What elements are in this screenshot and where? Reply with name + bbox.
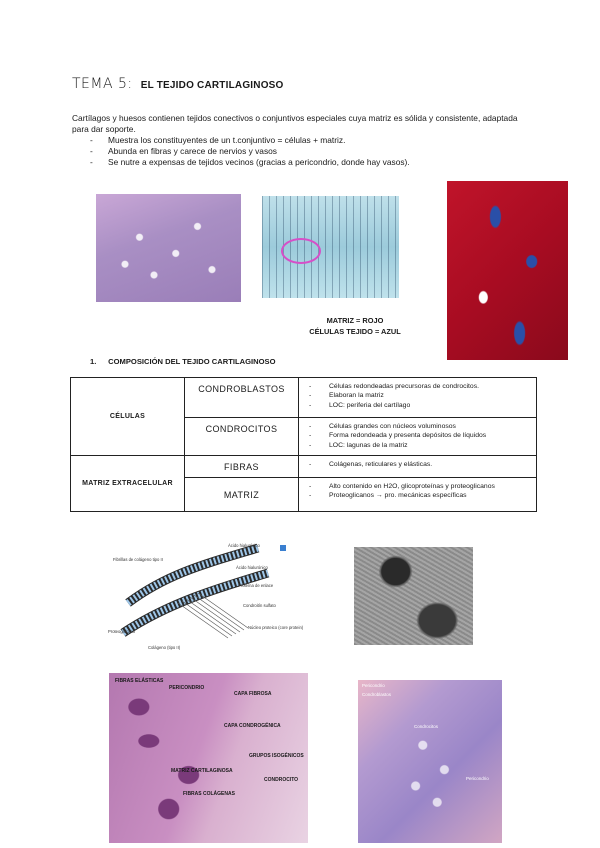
label-hyaluronic-mid: Ácido hialurónico: [236, 565, 268, 570]
title-text: EL TEJIDO CARTILAGINOSO: [140, 80, 284, 91]
label-elastic-fibers: FIBRAS ELÁSTICAS: [115, 678, 164, 684]
label-fibrous-layer: CAPA FIBROSA: [234, 691, 272, 697]
desc-item: - Proteoglicanos → pro. mecánicas específicas: [299, 491, 532, 500]
section-title: COMPOSICIÓN DEL TEJIDO CARTILAGINOSO: [108, 357, 276, 366]
label-condroblastos: Condroblastos: [362, 692, 392, 697]
label-chondroitin: Condroitín sulfato: [243, 603, 276, 608]
fibras-desc: [299, 456, 537, 478]
label-pericondrio-bottom: Pericondrio: [466, 776, 489, 781]
desc-item: - Colágenas, reticulares y elásticas.: [299, 460, 532, 469]
condrocitos-desc: [299, 418, 537, 456]
label-chondrocyte: CONDROCITO: [264, 777, 299, 783]
legend-matrix: MATRIZ = ROJO: [326, 316, 384, 325]
intro-bullets: [90, 135, 550, 169]
desc-item: - Células grandes con núcleos voluminosos: [299, 422, 532, 431]
intro-paragraph: Cartílagos y huesos contienen tejidos conectivos o conjuntivos especiales cuya matriz es sólida y consistente, adaptada para dar soporte.: [72, 113, 518, 135]
desc-item: - Alto contenido en H2O, glicoproteínas y proteoglicanos: [299, 482, 532, 491]
label-proteoglycan: Proteoglucano: [108, 629, 136, 634]
label-core-protein: Núcleo proteico (core protein): [248, 625, 304, 630]
condroblastos-name: CONDROBLASTOS: [185, 378, 299, 418]
fibras-name: FIBRAS: [185, 456, 299, 478]
page-title: [72, 76, 284, 92]
condroblastos-desc: [299, 378, 537, 418]
hyaline-cartilage-stain: [358, 680, 502, 843]
label-pericondrio: PERICONDRIO: [169, 685, 205, 691]
section-heading: [90, 357, 275, 366]
label-collagen-fibers: FIBRAS COLÁGENAS: [183, 791, 235, 797]
condrocitos-name: CONDROCITOS: [185, 418, 299, 456]
section-number: 1.: [90, 357, 97, 366]
highlight-circle: [281, 238, 321, 264]
desc-item: - Forma redondeada y presenta depósitos de líquidos: [299, 431, 532, 440]
cells-category: CÉLULAS: [71, 378, 185, 456]
desc-item: - Elaboran la matriz: [299, 391, 532, 400]
label-hyaluronic-top: Ácido hialurónico: [228, 543, 260, 548]
matrix-category: MATRIZ EXTRACELULAR: [71, 456, 185, 512]
elastic-cartilage-micrograph: [109, 673, 308, 843]
label-chondrogenic-layer: CAPA CONDROGÉNICA: [224, 723, 281, 729]
legend-cells: CÉLULAS TEJIDO = AZUL: [309, 327, 401, 336]
label-isogenic-groups: GRUPOS ISOGÉNICOS: [249, 753, 304, 759]
composition-table: [70, 377, 537, 512]
label-condrocitos: Condrocitos: [414, 724, 439, 729]
label-cartilaginous-matrix: MATRIZ CARTILAGINOSA: [171, 768, 233, 774]
hyaline-cartilage-micrograph: [96, 194, 241, 302]
electron-micrograph: [354, 547, 473, 645]
label-pericondrio-top: Pericondrio: [362, 683, 385, 688]
desc-item: - LOC: periferia del cartílago: [299, 401, 532, 410]
bullet-item: - Muestra los constituyentes de un t.conjuntivo = células + matriz.: [90, 135, 550, 146]
title-prefix: TEMA 5:: [72, 76, 133, 92]
color-legend: [300, 315, 410, 337]
matriz-name: MATRIZ: [185, 478, 299, 512]
label-collagen: Colágeno (tipo II): [148, 645, 181, 650]
matrix-structure-diagram: [108, 543, 304, 653]
bullet-item: - Abunda en fibras y carece de nervios y vasos: [90, 146, 550, 157]
label-fibrils: Fibrillas de colágeno tipo II: [113, 557, 163, 562]
bullet-item: - Se nutre a expensas de tejidos vecinos (gracias a pericondrio, donde hay vasos).: [90, 157, 550, 168]
desc-item: - LOC: lagunas de la matriz: [299, 441, 532, 450]
label-link-protein: Proteína de enlace: [238, 583, 274, 588]
matriz-desc: [299, 478, 537, 512]
stained-cartilage-micrograph: [447, 181, 568, 360]
desc-item: - Células redondeadas precursoras de condrocitos.: [299, 382, 532, 391]
